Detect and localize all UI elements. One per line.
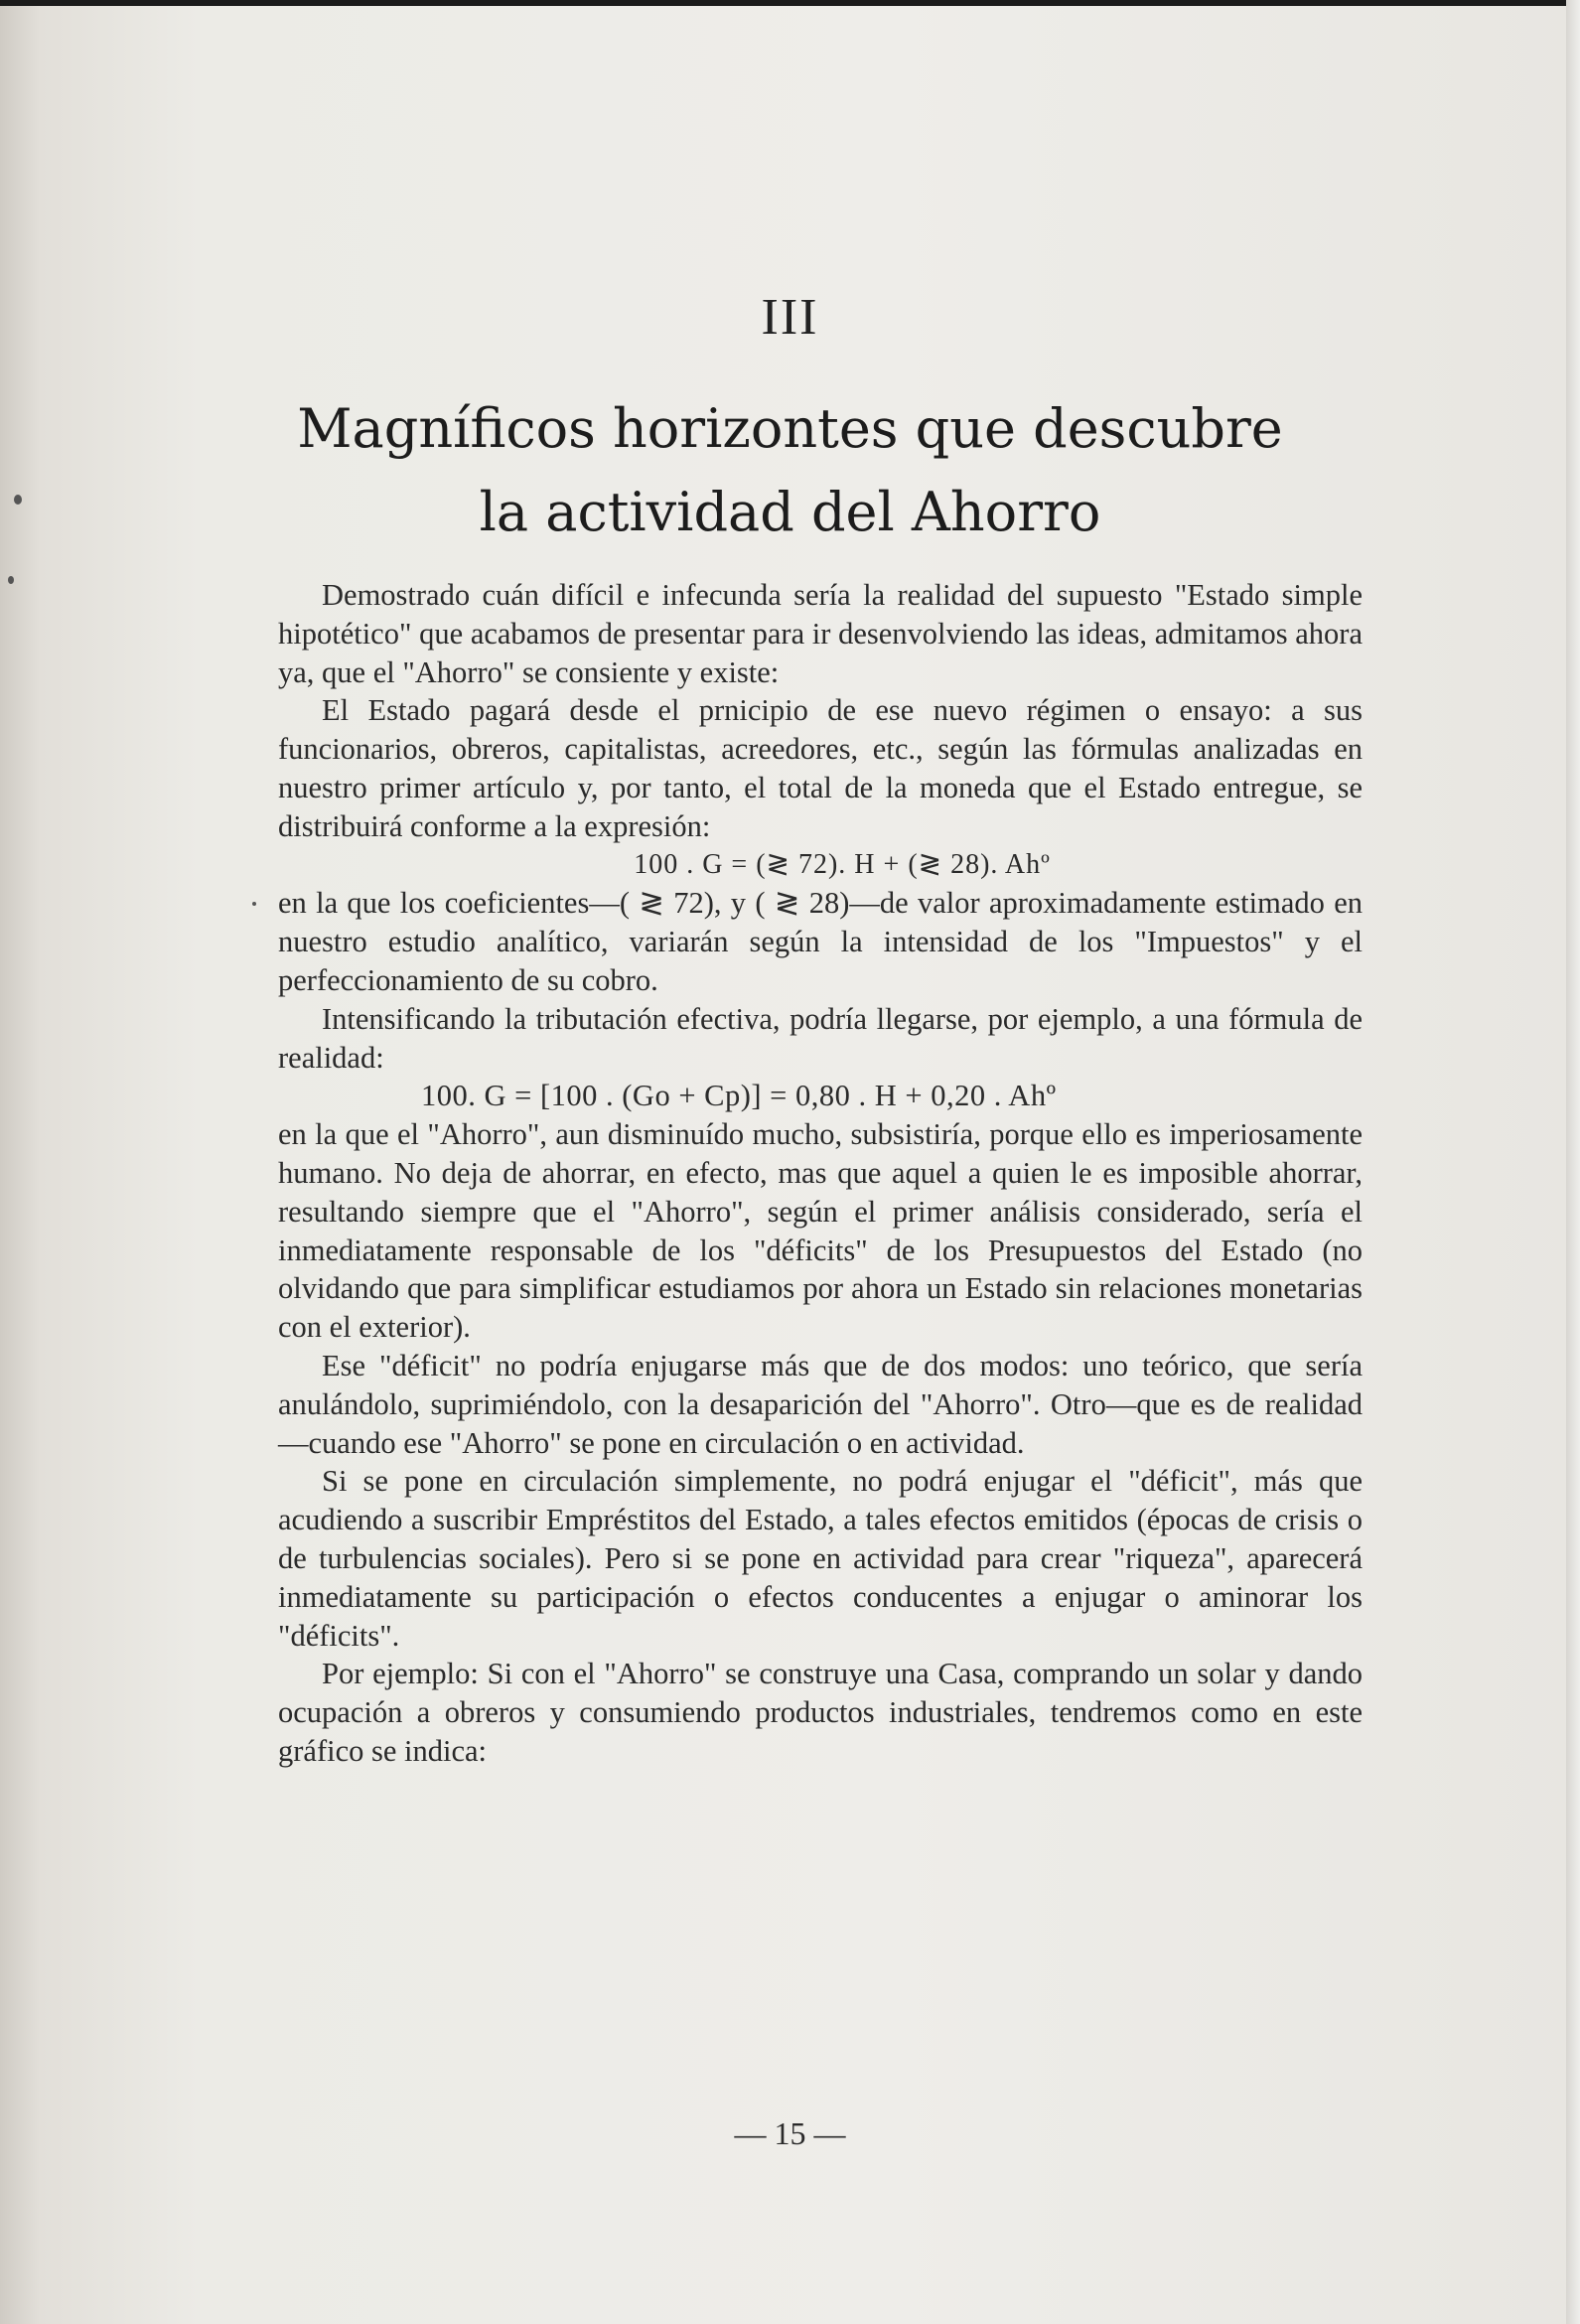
top-page-edge — [0, 0, 1580, 6]
chapter-title-line-2: la actividad del Ahorro — [479, 481, 1101, 543]
body-text — [278, 576, 1363, 1771]
page-number: — 15 — — [734, 2115, 846, 2151]
paragraph: Intensificando la tributación efectiva, podría llegarse, por ejemplo, a una fórmula de realidad: — [278, 1001, 1363, 1075]
paragraph: Por ejemplo: Si con el "Ahorro" se construye una Casa, comprando un solar y dando ocupación a obreros y consumiendo productos industriales, tendremos como en este gráfico se indica: — [278, 1657, 1363, 1768]
chapter-number: III — [761, 289, 819, 346]
paragraph: El Estado pagará desde el prnicipio de ese nuevo régimen o ensayo: a sus funcionarios, obreros, capitalistas, acreedores, etc., según las fórmulas analizadas en nuestro primer artículo y, por tanto, el total de la moneda que el Estado entregue, se distribuirá conforme a la expresión: — [278, 693, 1363, 843]
formula: 100. G = [100 . (Go + Cp)] = 0,80 . H + 0,20 . Ahº — [421, 1079, 1057, 1113]
paragraph: Ese "déficit" no podría enjugarse más que de dos modos: uno teórico, que sería anulándolo, suprimiéndolo, con la desaparición del "Ahorro". Otro—que es de realidad—cuando ese "Ahorro" se pone en circulación o en actividad. — [278, 1348, 1363, 1460]
paper-speck — [8, 576, 14, 584]
chapter-title-line-1: Magníficos horizontes que descubre — [297, 397, 1283, 460]
paragraph: en la que el "Ahorro", aun disminuído mucho, subsistiría, porque ello es imperiosamente humano. No deja de ahorrar, en efecto, mas que aquel a quien le es imposible ahorrar, resultando siempre que el "Ahorro", según el primer análisis considerado, sería el inmediatamente responsable de los "déficits" de los Presupuestos del Estado (no olvidando que para simplificar estudiamos por ahora un Estado sin relaciones monetarias con el exterior). — [278, 1117, 1363, 1345]
chapter-title — [0, 387, 1580, 554]
right-page-edge — [1566, 0, 1580, 2324]
paragraph: en la que los coeficientes—( ≷ 72), y ( ≷ 28)—de valor aproximadamente estimado en nuestro estudio analítico, variarán según la intensidad de los "Impuestos" y el perfeccionamiento de su cobro. — [278, 886, 1363, 997]
paragraph: Si se pone en circulación simplemente, no podrá enjugar el "déficit", más que acudiendo a suscribir Empréstitos del Estado, a tales efectos emitidos (épocas de crisis o de turbulencias sociales). Pero si se pone en actividad para crear "riqueza", aparecerá inmediatamente su participación o efectos conducentes a enjugar o aminorar los "déficits". — [278, 1464, 1363, 1653]
paragraph: Demostrado cuán difícil e infecunda sería la realidad del supuesto "Estado simple hipotético" que acabamos de presentar para ir desenvolviendo las ideas, admitamos ahora ya, que el "Ahorro" se consiente y existe: — [278, 578, 1363, 689]
paper-speck — [252, 902, 256, 906]
formula: 100 . G = (≷ 72). H + (≷ 28). Ahº — [634, 848, 1051, 880]
